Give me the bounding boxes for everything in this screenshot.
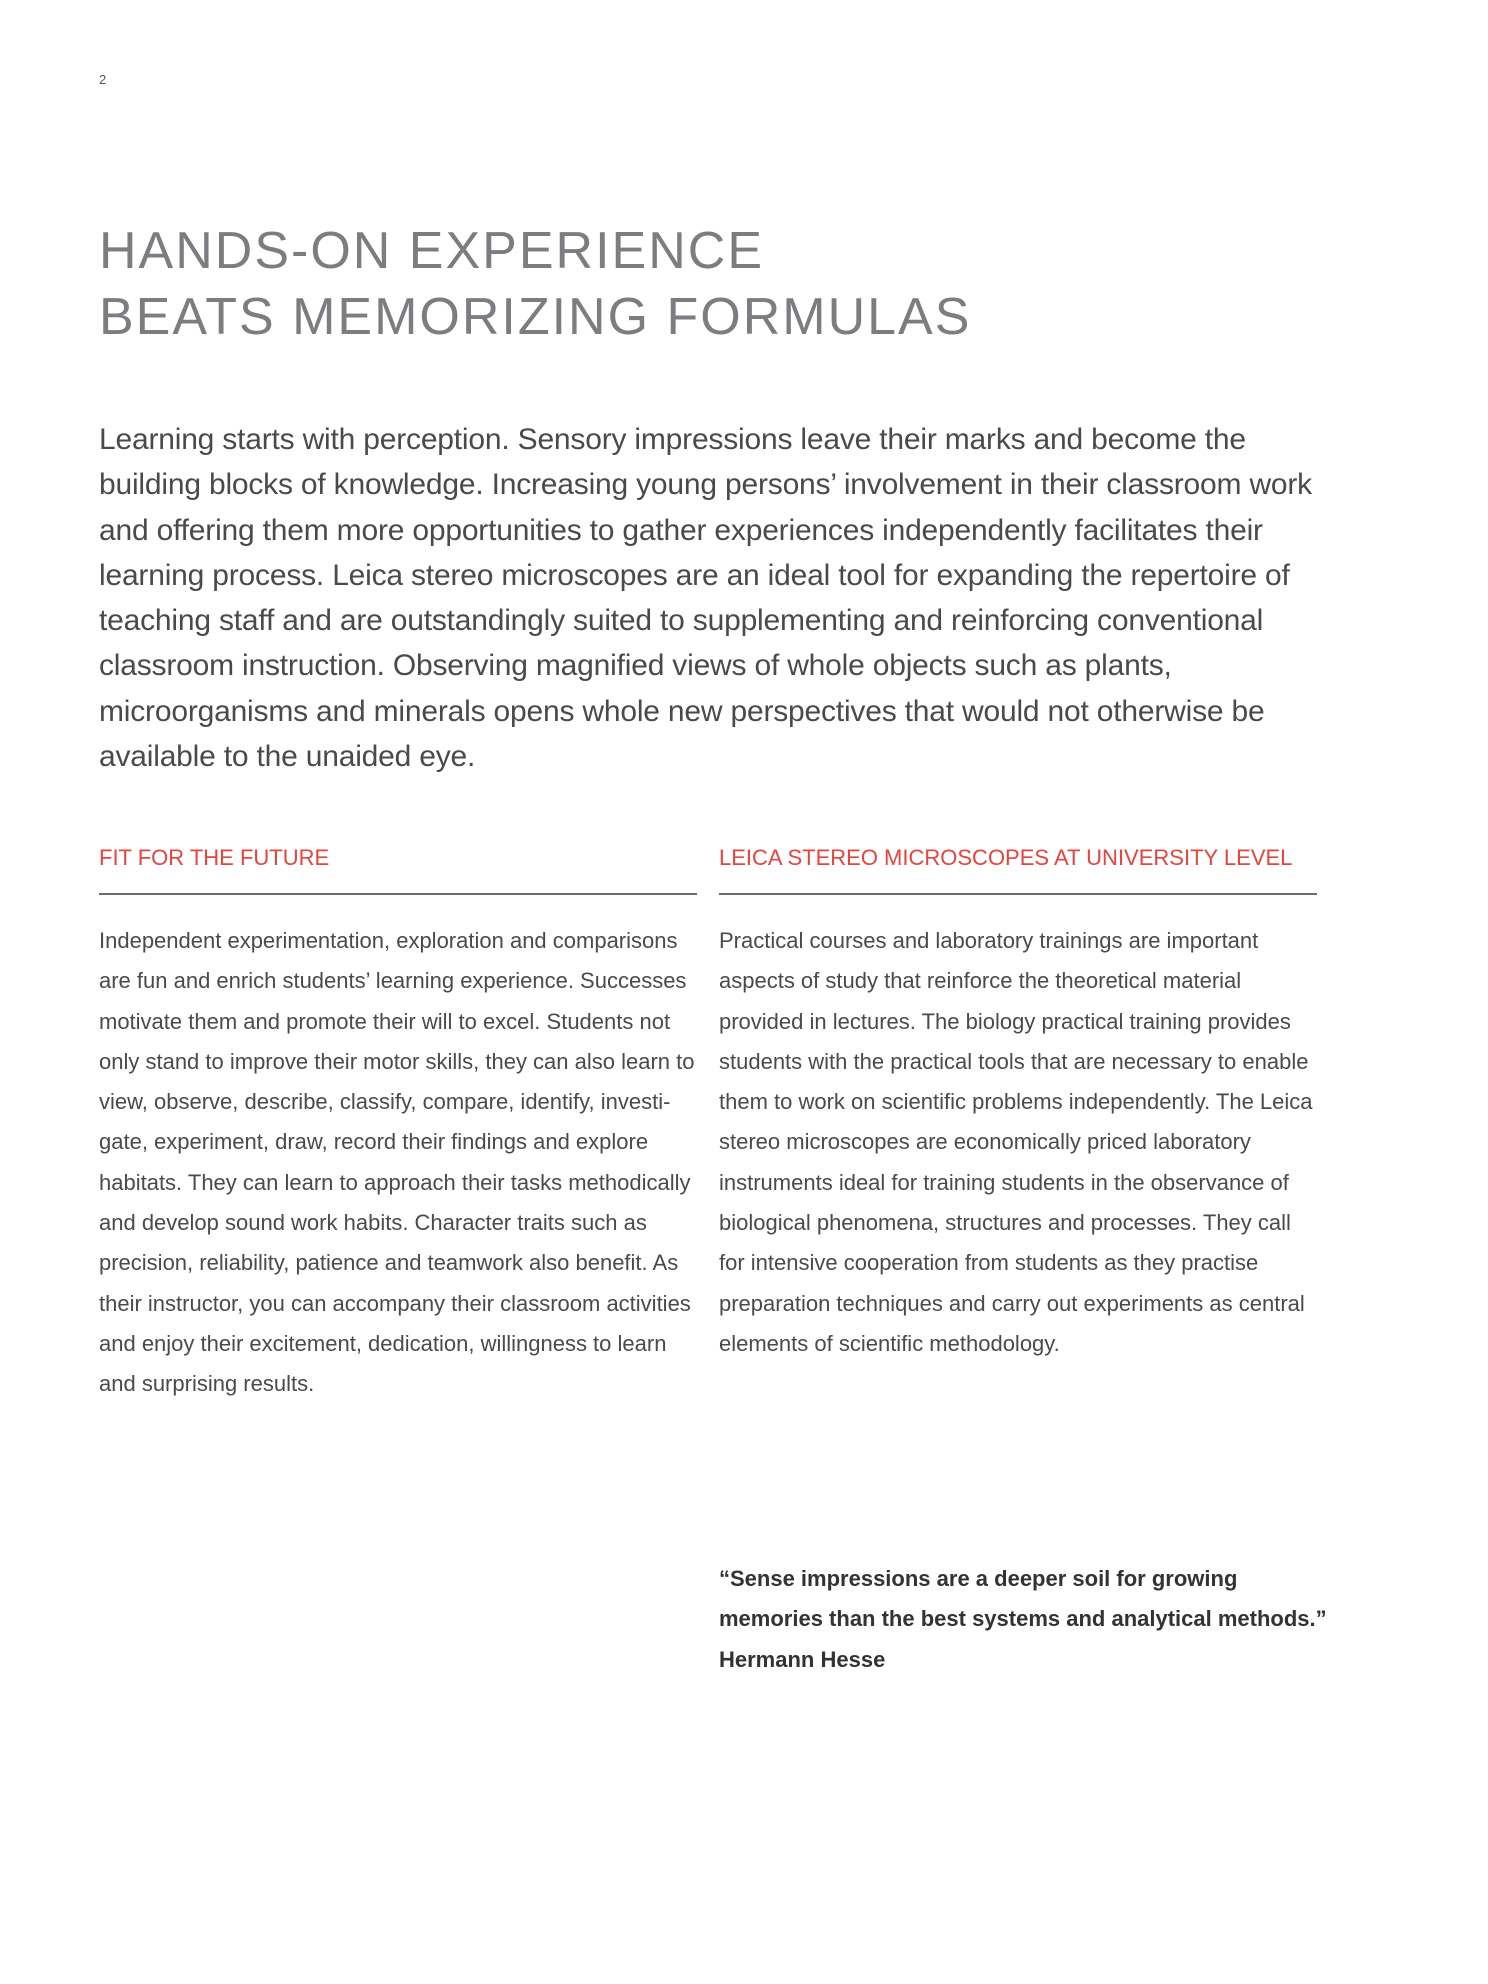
pull-quote xyxy=(719,1559,1339,1680)
column-heading: LEICA STEREO MICROSCOPES AT UNIVERSITY LEVEL xyxy=(719,845,1293,870)
page-title xyxy=(99,218,1339,350)
column-divider xyxy=(99,893,697,895)
page-number: 2 xyxy=(99,72,107,87)
quote-line-1: “Sense impressions are a deeper soil for growing xyxy=(719,1566,1238,1591)
quote-line-2: memories than the best systems and analytical methods.” xyxy=(719,1606,1327,1632)
column-body: Practical courses and laboratory trainings are important aspects of study that reinforce the theoretical material provided in lectures. The biology practical training provides students with the practical tools that are necessary to enable them to work on scientific problems independently. The Leica stereo microscopes are economically priced laboratory instruments ideal for training students in the observance of biological phenomena, structures and processes. They call for intensive cooperation from students as they practise preparation techniques and carry out experiments as central elements of scientific methodology. xyxy=(719,928,1313,1356)
quote-author: Hermann Hesse xyxy=(719,1646,886,1672)
column-heading: FIT FOR THE FUTURE xyxy=(99,845,330,870)
intro-paragraph: Learning starts with perception. Sensory impressions leave their marks and become the building blocks of knowledge. Increasing young persons’ involvement in their classroom work and offering them more opportunities to gather experiences independently facilitates their learning process. Leica stereo microscopes are an ideal tool for expanding the repertoire of teaching staff and are outstandingly suited to supplementing and reinforcing conventional classroom instruction. Observing magnified views of whole objects such as plants, microorganisms and minerals opens whole new perspectives that would not otherwise be available to the unaided eye. xyxy=(99,423,1312,774)
column-divider xyxy=(719,893,1317,895)
page-title-line-1: HANDS-ON EXPERIENCE xyxy=(99,222,764,280)
column-fit-for-the-future xyxy=(99,843,697,1405)
page-title-line-2: BEATS MEMORIZING FORMULAS xyxy=(99,288,972,346)
column-university-level xyxy=(719,843,1317,1364)
column-body: Independent experimentation, exploration and comparisons are fun and enrich students’ learning experience. Successes motivate them and promote their will to excel. Students not only stand to improve their motor skills, they can also learn to view, observe, describe, classify, compare, identify, investigate, experiment, draw, record their findings and explore habitats. They can learn to approach their tasks methodically and develop sound work habits. Character traits such as precision, reliability, patience and teamwork also benefit. As their instructor, you can accompany their classroom activities and enjoy their excitement, dedication, willingness to learn and surprising results. xyxy=(99,928,695,1397)
